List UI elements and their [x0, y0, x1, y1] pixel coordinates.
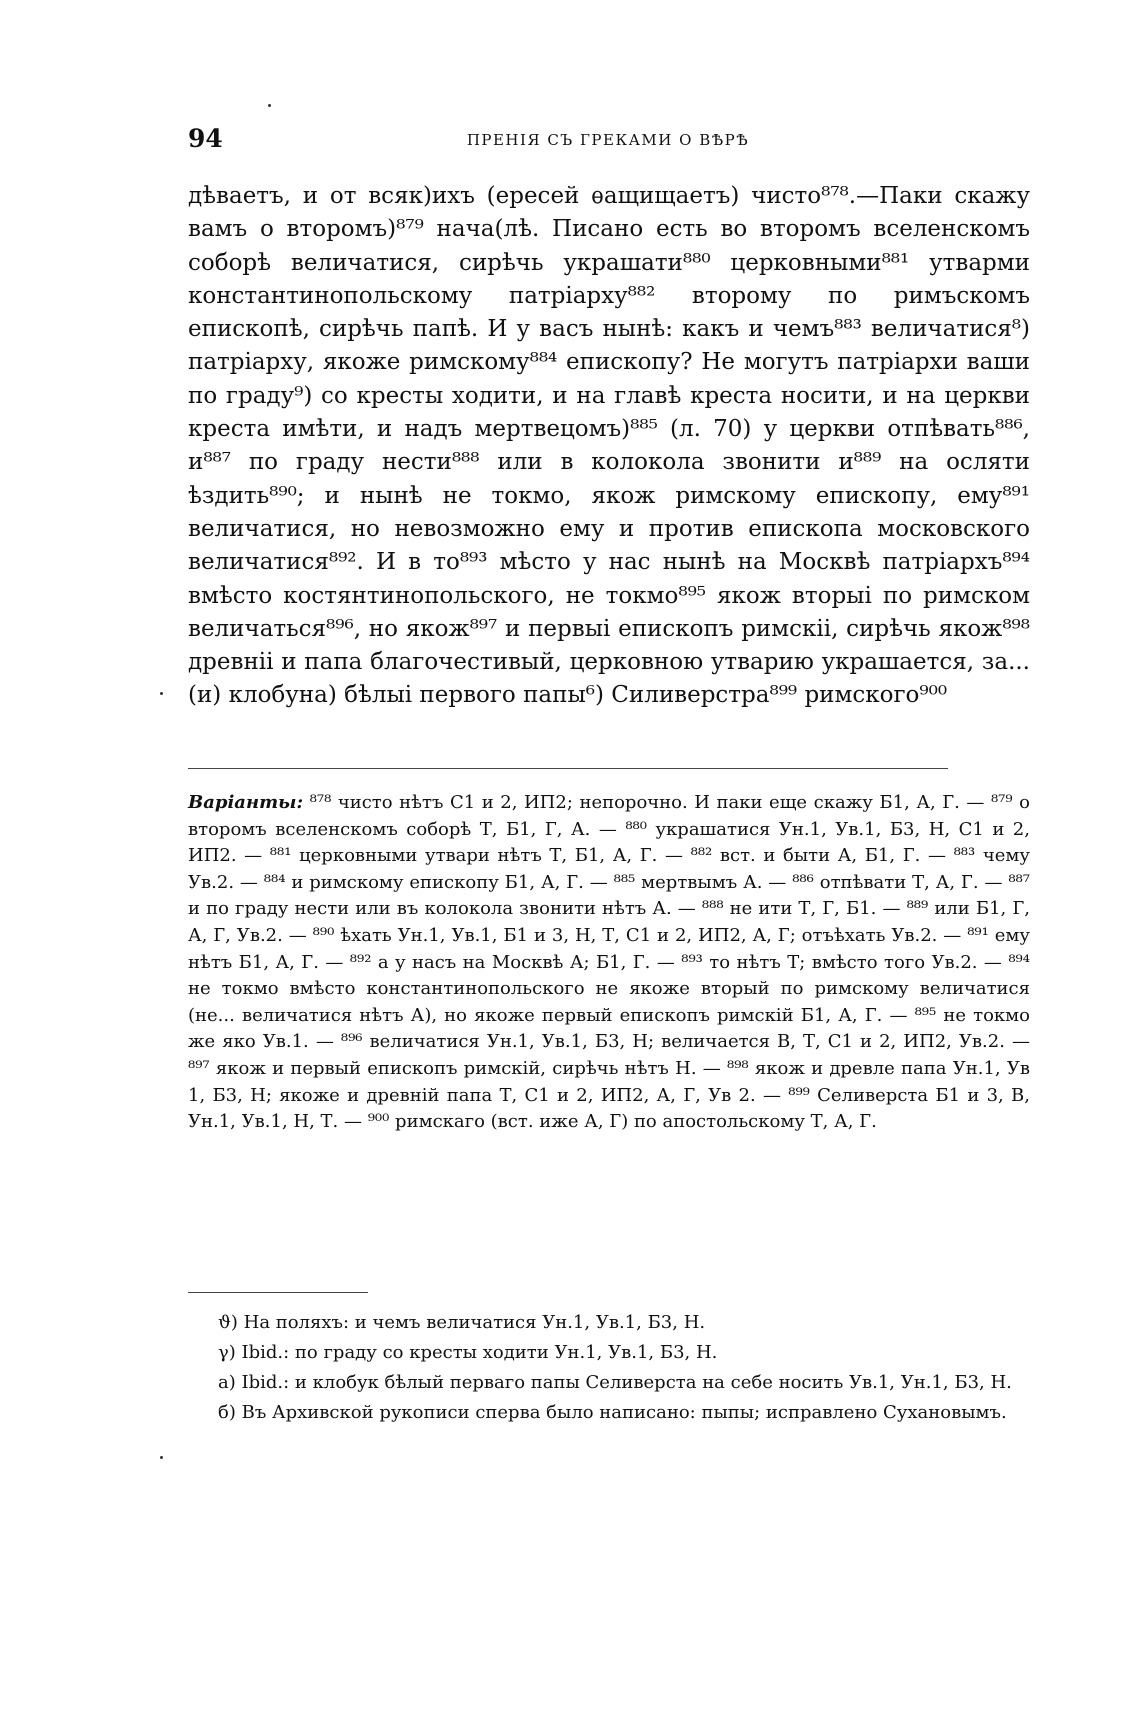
footnote-mark: γ)	[218, 1342, 236, 1363]
main-paragraph: дѣваетъ, и от всяк)ихъ (ересей ѳащищаетъ) чисто⁸⁷⁸.—Паки скажу вамъ о второмъ)⁸⁷⁹ нача(лѣ. Писано есть во второмъ вселенскомъ соборѣ величатися, сирѣчь украшати⁸⁸⁰ церковными⁸⁸¹ утварми константинопольскому патріарху⁸⁸² второму по римъскомъ епископѣ, сирѣчь папѣ. И у васъ нынѣ: какъ и чемъ⁸⁸³ величатися⁸) патріарху, якоже римскому⁸⁸⁴ епископу? Не могутъ патріархи ваши по граду⁹) со кресты ходити, и на главѣ креста носити, и на церкви креста имѣти, и надъ мертвецомъ)⁸⁸⁵ (л. 70) у церкви отпѣвать⁸⁸⁶, и⁸⁸⁷ по граду нести⁸⁸⁸ или в колокола звонити и⁸⁸⁹ на осляти ѣздить⁸⁹⁰; и нынѣ не токмо, якож римскому епископу, ему⁸⁹¹ величатися, но невозможно ему и против епископа московского величатися⁸⁹². И в то⁸⁹³ мѣсто у нас нынѣ на Москвѣ патріархъ⁸⁹⁴ вмѣсто костянтинопольского, не токмо⁸⁹⁵ якож вторыі по римском величаться⁸⁹⁶, но якож⁸⁹⁷ и первыі епископъ римскіі, сирѣчь якож⁸⁹⁸ древніі и папа благочестивый, церковною утварию украшается, за...(и) клобуна) бѣлыі первого папы⁶) Силиверстра⁸⁹⁹ римского⁹⁰⁰	[188, 183, 1030, 709]
page-header	[188, 124, 1028, 160]
footnotes	[188, 1310, 1030, 1430]
main-text	[188, 180, 1030, 713]
footnote	[188, 1310, 1030, 1336]
footnote	[188, 1340, 1030, 1366]
variants-label: Варіанты:	[188, 792, 304, 813]
variants-text: ⁸⁷⁸ чисто нѣтъ С1 и 2, ИП2; непорочно. И паки еще скажу Б1, А, Г. — ⁸⁷⁹ о второмъ вселенскомъ соборѣ Т, Б1, Г, А. — ⁸⁸⁰ украшатися Ун.1, Ув.1, Б3, Н, С1 и 2, ИП2. — ⁸⁸¹ церковными утвари нѣтъ Т, Б1, А, Г. — ⁸⁸² вст. и быти А, Б1, Г. — ⁸⁸³ чему Ув.2. — ⁸⁸⁴ и римскому епископу Б1, А, Г. — ⁸⁸⁵ мертвымъ А. — ⁸⁸⁶ отпѣвати Т, А, Г. — ⁸⁸⁷ и по граду нести или въ колокола звонити нѣтъ А. — ⁸⁸⁸ не ити Т, Г, Б1. — ⁸⁸⁹ или Б1, Г, А, Г, Ув.2. — ⁸⁹⁰ ѣхать Ун.1, Ув.1, Б1 и 3, Н, Т, С1 и 2, ИП2, А, Г; отъѣхать Ув.2. — ⁸⁹¹ ему нѣтъ Б1, А, Г. — ⁸⁹² а у насъ на Москвѣ А; Б1, Г. — ⁸⁹³ то нѣтъ Т; вмѣсто того Ув.2. — ⁸⁹⁴ не токмо вмѣсто константинопольского не якоже вторый по римскому величатися (не... величатися нѣтъ А), но якоже первый епископъ римскій Б1, А, Г. — ⁸⁹⁵ не токмо же яко Ув.1. — ⁸⁹⁶ величатися Ун.1, Ув.1, Б3, Н; величается В, Т, С1 и 2, ИП2, Ув.2. — ⁸⁹⁷ якож и первый епископъ римскій, сирѣчь нѣтъ Н. — ⁸⁹⁸ якож и древле папа Ун.1, Ув 1, Б3, Н; якоже и древній папа Т, С1 и 2, ИП2, А, Г, Ув 2. — ⁸⁹⁹ Селиверста Б1 и 3, В, Ун.1, Ув.1, Н, Т. — ⁹⁰⁰ римскаго (вст. иже А, Г) по апостольскому Т, А, Г.	[188, 792, 1030, 1133]
footnote-text: Ibid.: и клобук бѣлый перваго папы Селиверста на себе носить Ув.1, Ун.1, Б3, Н.	[241, 1372, 1012, 1393]
separator-rule	[188, 768, 948, 769]
notes-separator	[188, 1292, 368, 1293]
scan-speck	[268, 104, 271, 107]
page-number: 94	[188, 124, 223, 153]
scan-speck	[160, 1456, 163, 1459]
running-head: ПРЕНІЯ СЪ ГРЕКАМИ О ВѢРѢ	[466, 131, 750, 149]
variants-apparatus	[188, 790, 1030, 1136]
scan-speck	[160, 692, 163, 695]
footnote-text: Ibid.: по граду со кресты ходити Ун.1, Ув.1, Б3, Н.	[241, 1342, 718, 1363]
footnote-mark: ϑ)	[218, 1312, 238, 1333]
footnote-text: Въ Архивской рукописи сперва было написано: пыпы; исправлено Сухановымъ.	[241, 1402, 1007, 1423]
footnote	[188, 1370, 1030, 1396]
footnote-mark: б)	[218, 1402, 236, 1423]
variants-paragraph	[188, 790, 1030, 1136]
footnote-mark: а)	[218, 1372, 236, 1393]
footnote-text: На поляхъ: и чемъ величатися Ун.1, Ув.1, Б3, Н.	[243, 1312, 706, 1333]
footnote	[188, 1400, 1030, 1426]
